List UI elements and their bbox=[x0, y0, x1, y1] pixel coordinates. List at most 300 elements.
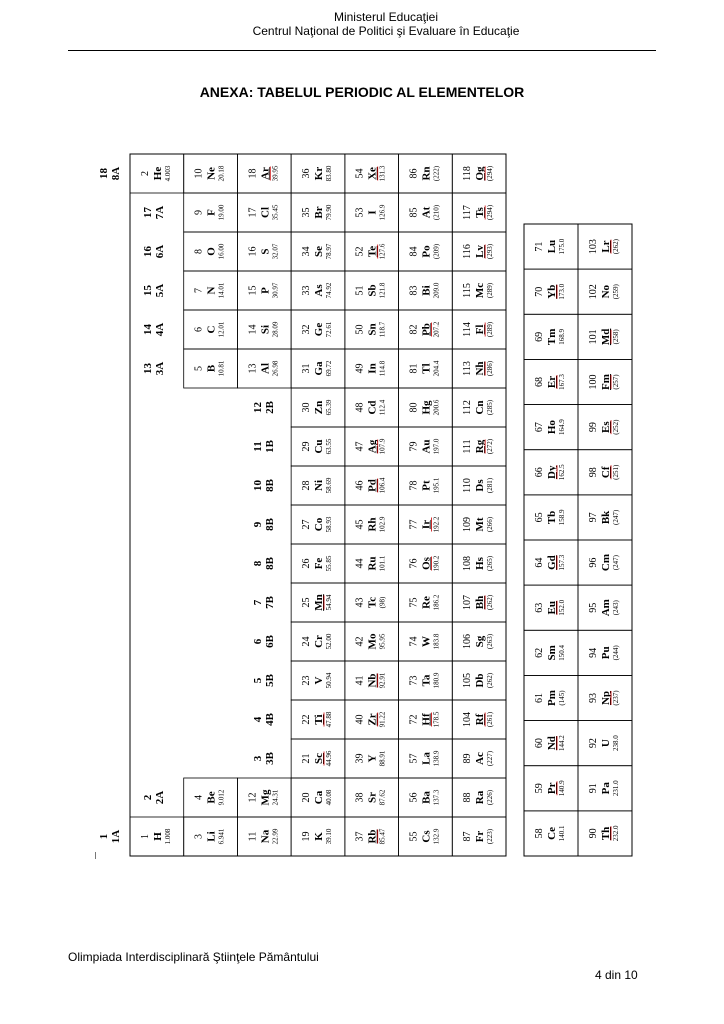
lanthanide-cell-tb bbox=[524, 495, 578, 540]
element-symbol: Rf bbox=[474, 713, 487, 726]
atomic-number: 80 bbox=[408, 402, 420, 413]
atomic-number: 3 bbox=[193, 834, 205, 839]
element-cell-y bbox=[345, 739, 399, 778]
group-label: 8A bbox=[110, 166, 122, 181]
atomic-number: 112 bbox=[462, 400, 474, 415]
element-symbol: Xe bbox=[366, 167, 379, 180]
element-symbol: B bbox=[205, 364, 218, 373]
atomic-mass: (258) bbox=[612, 329, 620, 345]
atomic-mass: (293) bbox=[486, 243, 495, 260]
element-symbol: Ge bbox=[313, 322, 325, 337]
atomic-number: 6 bbox=[193, 327, 205, 332]
element-symbol: Br bbox=[313, 206, 325, 219]
atomic-number: 10 bbox=[193, 168, 205, 179]
group-number: 7 bbox=[252, 599, 264, 606]
atomic-mass: 180.9 bbox=[432, 672, 441, 689]
atomic-number: 79 bbox=[408, 441, 420, 452]
atomic-mass: 183.8 bbox=[432, 633, 441, 650]
group-header-11 bbox=[252, 439, 276, 453]
element-symbol: Yb bbox=[546, 284, 558, 299]
atomic-number: 71 bbox=[534, 241, 545, 252]
atomic-number: 50 bbox=[354, 324, 366, 335]
element-cell-ca bbox=[291, 778, 345, 817]
element-cell-cd bbox=[345, 388, 399, 427]
atomic-number: 104 bbox=[462, 712, 474, 727]
element-cell-cr bbox=[291, 622, 345, 661]
atomic-mass: 16.00 bbox=[217, 243, 226, 260]
group-number: 15 bbox=[142, 285, 154, 296]
atomic-number: 64 bbox=[534, 557, 545, 568]
atomic-number: 44 bbox=[354, 558, 366, 569]
element-symbol: He bbox=[151, 166, 164, 181]
atomic-number: 101 bbox=[588, 329, 599, 345]
actinide-cell-lr bbox=[578, 224, 632, 269]
element-symbol: Tb bbox=[546, 510, 558, 525]
atomic-number: 96 bbox=[588, 557, 599, 568]
group-header-7 bbox=[252, 595, 276, 609]
atomic-number: 84 bbox=[408, 246, 420, 257]
element-symbol: Db bbox=[474, 673, 487, 688]
atomic-mass: 167.3 bbox=[558, 374, 566, 390]
atomic-number: 93 bbox=[588, 693, 599, 703]
atomic-mass: (262) bbox=[612, 238, 620, 255]
atomic-number: 60 bbox=[534, 738, 545, 749]
actinide-cell-es bbox=[578, 405, 632, 450]
atomic-number: 69 bbox=[534, 331, 545, 342]
group-label: 6A bbox=[154, 244, 166, 259]
atomic-number: 118 bbox=[462, 166, 474, 181]
element-cell-sc bbox=[291, 739, 345, 778]
element-cell-bi bbox=[399, 271, 453, 310]
element-symbol: Po bbox=[420, 245, 433, 258]
atomic-mass: (294) bbox=[486, 165, 495, 182]
element-symbol: W bbox=[420, 636, 433, 647]
element-symbol: Mn bbox=[313, 594, 325, 611]
actinide-cell-bk bbox=[578, 495, 632, 540]
atomic-number: 81 bbox=[408, 363, 420, 374]
actinide-cell-np bbox=[578, 675, 632, 720]
atomic-mass: (226) bbox=[486, 789, 495, 806]
group-number: 16 bbox=[142, 246, 154, 257]
atomic-mass: 54.94 bbox=[325, 594, 333, 611]
atomic-number: 76 bbox=[408, 558, 420, 569]
group-header-15 bbox=[142, 284, 166, 298]
element-symbol: Am bbox=[600, 599, 612, 617]
element-symbol: Ag bbox=[366, 439, 379, 454]
atomic-number: 63 bbox=[534, 602, 545, 613]
element-cell-s bbox=[237, 232, 291, 271]
group-label: 3B bbox=[264, 752, 276, 765]
atomic-number: 85 bbox=[408, 207, 420, 218]
element-symbol: Tl bbox=[420, 363, 433, 374]
element-symbol: Ni bbox=[313, 480, 325, 491]
element-cell-c bbox=[184, 310, 238, 349]
element-symbol: Sb bbox=[366, 284, 379, 297]
group-number: 1 bbox=[98, 833, 110, 840]
actinide-cell-pa bbox=[578, 766, 632, 811]
element-cell-fl bbox=[452, 310, 506, 349]
element-cell-rh bbox=[345, 505, 399, 544]
atomic-number: 82 bbox=[408, 324, 420, 335]
element-symbol: Ds bbox=[474, 479, 487, 492]
group-label: 2B bbox=[264, 401, 276, 414]
group-number: 8 bbox=[252, 560, 264, 567]
element-cell-cl bbox=[237, 193, 291, 232]
element-cell-be bbox=[184, 778, 238, 817]
atomic-number: 45 bbox=[354, 519, 366, 530]
atomic-number: 36 bbox=[301, 168, 312, 179]
element-cell-ti bbox=[291, 700, 345, 739]
element-symbol: In bbox=[366, 363, 379, 374]
element-symbol: V bbox=[313, 676, 325, 685]
atomic-number: 65 bbox=[534, 512, 545, 523]
atomic-mass: (285) bbox=[486, 399, 495, 416]
atomic-mass: 132.9 bbox=[432, 828, 441, 845]
atomic-number: 29 bbox=[301, 441, 312, 452]
atomic-number: 35 bbox=[301, 207, 312, 218]
element-cell-sb bbox=[345, 271, 399, 310]
atomic-number: 23 bbox=[301, 675, 312, 686]
element-symbol: Mc bbox=[474, 282, 487, 299]
element-symbol: Dy bbox=[546, 465, 558, 480]
atomic-number: 117 bbox=[462, 205, 474, 220]
element-symbol: Te bbox=[366, 245, 379, 258]
group-number: 12 bbox=[252, 402, 264, 413]
element-symbol: Cu bbox=[313, 439, 325, 454]
group-label: 8B bbox=[264, 518, 276, 531]
actinide-cell-cf bbox=[578, 450, 632, 495]
atomic-mass: 152.0 bbox=[558, 599, 566, 616]
element-symbol: Ti bbox=[313, 714, 325, 725]
atomic-mass: 204.4 bbox=[432, 360, 441, 377]
element-symbol: Fr bbox=[474, 830, 487, 843]
element-cell-mc bbox=[452, 271, 506, 310]
atomic-mass: 39.10 bbox=[325, 828, 333, 845]
atomic-number: 27 bbox=[301, 519, 312, 530]
atomic-number: 75 bbox=[408, 597, 420, 608]
atomic-mass: 79.90 bbox=[325, 204, 333, 221]
group-label: 7B bbox=[264, 596, 276, 609]
element-cell-hg bbox=[399, 388, 453, 427]
atomic-mass: 121.8 bbox=[378, 282, 387, 299]
element-symbol: Kr bbox=[313, 166, 325, 181]
group-number: 17 bbox=[142, 207, 154, 218]
atomic-mass: 157.3 bbox=[558, 554, 566, 571]
element-cell-fe bbox=[291, 544, 345, 583]
atomic-number: 34 bbox=[301, 246, 312, 257]
group-header-8 bbox=[252, 556, 276, 570]
group-header-10 bbox=[252, 478, 276, 492]
atomic-number: 113 bbox=[462, 361, 474, 376]
element-cell-tc bbox=[345, 583, 399, 622]
atomic-mass: (247) bbox=[612, 554, 620, 571]
element-symbol: Rb bbox=[366, 829, 379, 844]
atomic-mass: 131.3 bbox=[378, 165, 387, 182]
element-symbol: Nh bbox=[474, 361, 487, 376]
atomic-number: 22 bbox=[301, 714, 312, 725]
element-cell-v bbox=[291, 661, 345, 700]
element-cell-zr bbox=[345, 700, 399, 739]
element-symbol: At bbox=[420, 206, 433, 219]
atomic-mass: (237) bbox=[612, 690, 620, 706]
element-cell-mg bbox=[237, 778, 291, 817]
group-label: 1A bbox=[110, 829, 122, 844]
element-cell-pd bbox=[345, 466, 399, 505]
element-symbol: Lv bbox=[474, 245, 487, 258]
atomic-mass: 173.0 bbox=[558, 283, 566, 300]
element-symbol: Sm bbox=[546, 645, 558, 661]
atomic-number: 68 bbox=[534, 377, 545, 387]
element-cell-os bbox=[399, 544, 453, 583]
element-symbol: Og bbox=[474, 166, 487, 181]
element-cell-cs bbox=[399, 817, 453, 856]
atomic-mass: 92.91 bbox=[378, 672, 387, 689]
lanthanide-cell-tm bbox=[524, 314, 578, 359]
atomic-mass: 102.9 bbox=[378, 516, 387, 533]
element-symbol: S bbox=[259, 248, 272, 255]
element-symbol: As bbox=[313, 284, 325, 297]
group-label: 8B bbox=[264, 557, 276, 570]
element-symbol: Na bbox=[259, 829, 272, 844]
atomic-number: 110 bbox=[462, 478, 474, 493]
element-cell-co bbox=[291, 505, 345, 544]
element-symbol: Th bbox=[600, 826, 612, 841]
element-symbol: Hs bbox=[474, 557, 487, 570]
group-number: 18 bbox=[98, 168, 110, 179]
atomic-mass: (286) bbox=[486, 360, 495, 377]
element-cell-al bbox=[237, 349, 291, 388]
element-symbol: Ba bbox=[420, 791, 433, 804]
group-number: 9 bbox=[252, 521, 264, 528]
element-cell-mo bbox=[345, 622, 399, 661]
group-number: 5 bbox=[252, 677, 264, 684]
element-symbol: Ne bbox=[205, 167, 218, 180]
element-symbol: N bbox=[205, 286, 218, 295]
atomic-mass: 10.81 bbox=[217, 360, 226, 377]
atomic-mass: (272) bbox=[486, 438, 495, 455]
atomic-mass: 1.008 bbox=[163, 828, 172, 845]
element-cell-ds bbox=[452, 466, 506, 505]
element-symbol: Si bbox=[259, 324, 272, 335]
element-cell-pb bbox=[399, 310, 453, 349]
atomic-number: 21 bbox=[301, 753, 312, 764]
actinide-cell-u bbox=[578, 721, 632, 766]
group-header-14 bbox=[142, 323, 166, 337]
element-cell-ac bbox=[452, 739, 506, 778]
atomic-number: 37 bbox=[354, 831, 366, 842]
element-symbol: C bbox=[205, 325, 218, 334]
atomic-number: 74 bbox=[408, 636, 420, 647]
element-symbol: Se bbox=[313, 246, 325, 257]
atomic-number: 51 bbox=[354, 285, 366, 296]
atomic-number: 5 bbox=[193, 366, 205, 371]
element-symbol: Pb bbox=[420, 323, 433, 336]
element-symbol: Nb bbox=[366, 673, 379, 688]
atomic-mass: 197.0 bbox=[432, 438, 441, 455]
element-symbol: Tc bbox=[366, 596, 379, 609]
element-symbol: Ho bbox=[546, 420, 558, 435]
element-symbol: Np bbox=[600, 690, 612, 706]
atomic-number: 4 bbox=[193, 795, 205, 800]
atomic-mass: 47.88 bbox=[325, 711, 333, 728]
atomic-number: 114 bbox=[462, 322, 474, 337]
atomic-mass: 231.0 bbox=[612, 780, 620, 797]
element-cell-mt bbox=[452, 505, 506, 544]
atomic-number: 73 bbox=[408, 675, 420, 686]
lanthanide-cell-pr bbox=[524, 766, 578, 811]
element-symbol: La bbox=[420, 752, 433, 765]
atomic-mass: 40.08 bbox=[325, 789, 333, 806]
atomic-mass: (252) bbox=[612, 419, 620, 435]
actinide-cell-no bbox=[578, 269, 632, 314]
element-cell-p bbox=[237, 271, 291, 310]
atomic-number: 28 bbox=[301, 480, 312, 491]
atomic-mass: 238.0 bbox=[612, 735, 620, 752]
atomic-mass: 101.1 bbox=[378, 555, 387, 572]
atomic-mass: 28.09 bbox=[271, 321, 280, 338]
atomic-number: 100 bbox=[588, 374, 599, 390]
atomic-number: 39 bbox=[354, 753, 366, 764]
atomic-number: 83 bbox=[408, 285, 420, 296]
atomic-number: 53 bbox=[354, 207, 366, 218]
atomic-mass: 19.00 bbox=[217, 204, 226, 221]
atomic-number: 46 bbox=[354, 480, 366, 491]
element-symbol: No bbox=[600, 284, 612, 299]
element-symbol: Eu bbox=[546, 600, 558, 615]
atomic-number: 18 bbox=[247, 168, 259, 179]
atomic-mass: (243) bbox=[612, 600, 620, 616]
element-cell-sr bbox=[345, 778, 399, 817]
atomic-mass: 55.85 bbox=[325, 555, 333, 572]
atomic-mass: 95.95 bbox=[378, 633, 387, 650]
atomic-number: 9 bbox=[193, 210, 205, 215]
atomic-number: 48 bbox=[354, 402, 366, 413]
atomic-mass: 12.01 bbox=[217, 321, 226, 338]
atomic-number: 42 bbox=[354, 636, 366, 647]
atomic-mass: 63.55 bbox=[325, 438, 333, 455]
atomic-mass: 26.98 bbox=[271, 360, 280, 377]
atomic-number: 108 bbox=[462, 556, 474, 571]
element-symbol: Tm bbox=[546, 328, 558, 346]
element-symbol: P bbox=[259, 287, 272, 294]
element-symbol: Fe bbox=[313, 557, 325, 570]
atomic-number: 92 bbox=[588, 738, 599, 749]
atomic-number: 7 bbox=[193, 288, 205, 293]
atomic-mass: (210) bbox=[432, 204, 441, 221]
lanthanide-cell-nd bbox=[524, 721, 578, 766]
atomic-mass: 138.9 bbox=[432, 750, 441, 767]
group-header-13 bbox=[142, 362, 166, 376]
actinide-cell-fm bbox=[578, 359, 632, 404]
atomic-mass: (263) bbox=[486, 633, 495, 650]
atomic-number: 24 bbox=[301, 636, 312, 647]
atomic-mass: (247) bbox=[612, 509, 620, 526]
atomic-number: 90 bbox=[588, 828, 599, 839]
atomic-mass: 74.92 bbox=[325, 282, 333, 299]
element-symbol: Hf bbox=[420, 713, 433, 726]
atomic-number: 70 bbox=[534, 286, 545, 297]
header-center: Centrul Naţional de Politici şi Evaluare în Educaţie bbox=[252, 24, 520, 38]
element-symbol: Gd bbox=[546, 555, 558, 570]
element-cell-ga bbox=[291, 349, 345, 388]
element-cell-pt bbox=[399, 466, 453, 505]
atomic-number: 38 bbox=[354, 792, 366, 803]
atomic-mass: 69.72 bbox=[325, 360, 333, 377]
actinide-cell-am bbox=[578, 585, 632, 630]
atomic-mass: 87.62 bbox=[378, 789, 387, 806]
element-cell-zn bbox=[291, 388, 345, 427]
atomic-mass: 35.45 bbox=[271, 204, 280, 221]
element-symbol: Sg bbox=[474, 635, 487, 648]
element-symbol: Mg bbox=[259, 789, 272, 806]
atomic-number: 77 bbox=[408, 519, 420, 530]
atomic-number: 72 bbox=[408, 714, 420, 725]
atomic-number: 12 bbox=[247, 792, 259, 803]
element-cell-w bbox=[399, 622, 453, 661]
element-symbol: Pa bbox=[600, 782, 612, 795]
element-symbol: Pr bbox=[546, 782, 558, 795]
atomic-mass: (227) bbox=[486, 750, 495, 767]
element-cell-ge bbox=[291, 310, 345, 349]
element-symbol: Mo bbox=[366, 633, 379, 650]
group-label: 4B bbox=[264, 713, 276, 726]
atomic-mass: 112.4 bbox=[378, 399, 387, 416]
atomic-number: 17 bbox=[247, 207, 259, 218]
atomic-mass: 186.2 bbox=[432, 594, 441, 611]
group-label: 2A bbox=[154, 790, 166, 805]
element-symbol: Sn bbox=[366, 323, 379, 336]
atomic-mass: (259) bbox=[612, 284, 620, 300]
atomic-mass: (265) bbox=[486, 555, 495, 572]
lanthanide-cell-ce bbox=[524, 811, 578, 856]
atomic-number: 97 bbox=[588, 512, 599, 523]
atomic-number: 116 bbox=[462, 244, 474, 259]
atomic-mass: 22.99 bbox=[271, 828, 280, 845]
element-symbol: O bbox=[205, 247, 218, 256]
atomic-number: 54 bbox=[354, 168, 366, 179]
group-label: 1B bbox=[264, 440, 276, 453]
atomic-number: 15 bbox=[247, 285, 259, 296]
atomic-mass: 209.0 bbox=[432, 282, 441, 299]
atomic-number: 30 bbox=[301, 402, 312, 413]
element-symbol: Ts bbox=[474, 207, 487, 218]
atomic-number: 20 bbox=[301, 792, 312, 803]
element-symbol: Ir bbox=[420, 519, 433, 530]
atomic-number: 40 bbox=[354, 714, 366, 725]
element-cell-nh bbox=[452, 349, 506, 388]
element-cell-kr bbox=[291, 154, 345, 193]
atomic-mass: 164.9 bbox=[558, 419, 566, 436]
atomic-number: 58 bbox=[534, 828, 545, 839]
atomic-number: 8 bbox=[193, 249, 205, 254]
element-cell-b bbox=[184, 349, 238, 388]
atomic-number: 41 bbox=[354, 675, 366, 686]
element-symbol: Cs bbox=[420, 830, 433, 843]
atomic-mass: (289) bbox=[486, 321, 495, 338]
element-symbol: Pt bbox=[420, 480, 433, 491]
element-symbol: Ce bbox=[546, 827, 558, 840]
element-cell-ag bbox=[345, 427, 399, 466]
atomic-number: 87 bbox=[462, 831, 474, 842]
group-header-1 bbox=[98, 830, 122, 844]
atomic-number: 31 bbox=[301, 363, 312, 374]
atomic-mass: (281) bbox=[486, 477, 495, 494]
atomic-number: 26 bbox=[301, 558, 312, 569]
atomic-mass: 126.9 bbox=[378, 204, 387, 221]
element-symbol: Ca bbox=[313, 790, 325, 805]
element-symbol: Pd bbox=[366, 479, 379, 492]
element-cell-nb bbox=[345, 661, 399, 700]
